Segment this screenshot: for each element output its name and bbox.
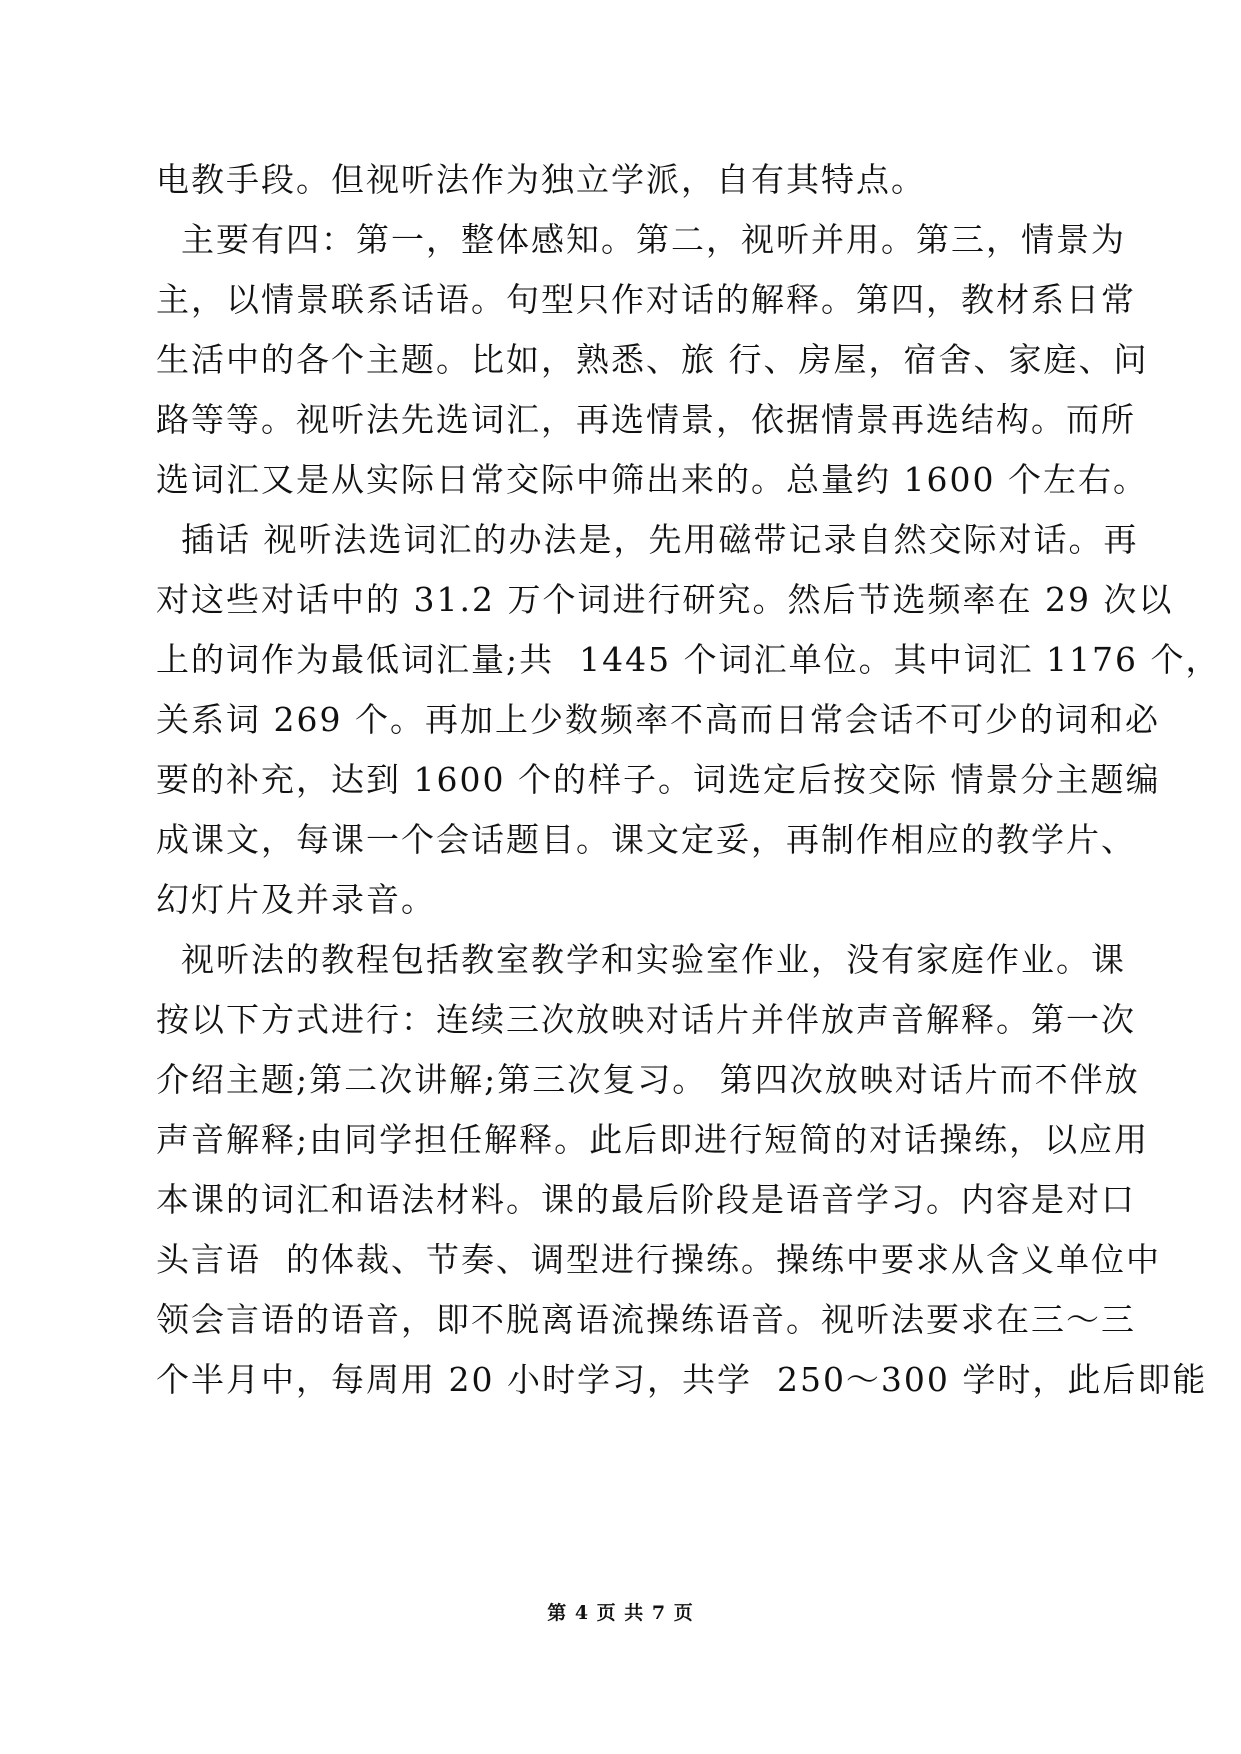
- text-line: 按以下方式进行：连续三次放映对话片并伴放声音解释。第一次: [156, 1000, 1136, 1039]
- text-line: 选词汇又是从实际日常交际中筛出来的。总量约 1600 个左右。: [156, 460, 1148, 499]
- text-line: 要的补充，达到 1600 个的样子。词选定后按交际 情景分主题编: [156, 760, 1161, 799]
- page-number-footer: 第 4 页 共 7 页: [547, 1602, 694, 1624]
- text-line: 主要有四：第一，整体感知。第二，视听并用。第三，情景为: [156, 220, 1126, 259]
- text-line: 成课文，每课一个会话题目。课文定妥，再制作相应的教学片、: [156, 820, 1136, 859]
- text-line: 视听法的教程包括教室教学和实验室作业，没有家庭作业。课: [156, 940, 1126, 979]
- text-line: 插话 视听法选词汇的办法是，先用磁带记录自然交际对话。再: [156, 520, 1139, 559]
- text-line: 上的词作为最低词汇量;共 1445 个词汇单位。其中词汇 1176 个，: [156, 640, 1221, 679]
- text-line: 个半月中，每周用 20 小时学习，共学 250～300 学时，此后即能: [156, 1360, 1208, 1399]
- text-line: 领会言语的语音，即不脱离语流操练语音。视听法要求在三～三: [156, 1300, 1136, 1339]
- text-line: 电教手段。但视听法作为独立学派，自有其特点。: [156, 160, 926, 199]
- text-line: 主，以情景联系话语。句型只作对话的解释。第四，教材系日常: [156, 280, 1136, 319]
- text-line: 头言语 的体裁、节奏、调型进行操练。操练中要求从含义单位中: [156, 1240, 1161, 1279]
- text-line: 生活中的各个主题。比如，熟悉、旅 行、房屋，宿舍、家庭、问: [156, 340, 1149, 379]
- text-line: 路等等。视听法先选词汇，再选情景，依据情景再选结构。而所: [156, 400, 1136, 439]
- text-line: 介绍主题;第二次讲解;第三次复习。 第四次放映对话片而不伴放: [156, 1060, 1140, 1099]
- body-text: [156, 150, 1221, 1410]
- text-line: 对这些对话中的 31.2 万个词进行研究。然后节选频率在 29 次以: [156, 580, 1174, 619]
- text-line: 声音解释;由同学担任解释。此后即进行短简的对话操练，以应用: [156, 1120, 1150, 1159]
- text-line: 关系词 269 个。再加上少数频率不高而日常会话不可少的词和必: [156, 700, 1160, 739]
- text-line: 本课的词汇和语法材料。课的最后阶段是语音学习。内容是对口: [156, 1180, 1136, 1219]
- text-line: 幻灯片及并录音。: [156, 880, 436, 919]
